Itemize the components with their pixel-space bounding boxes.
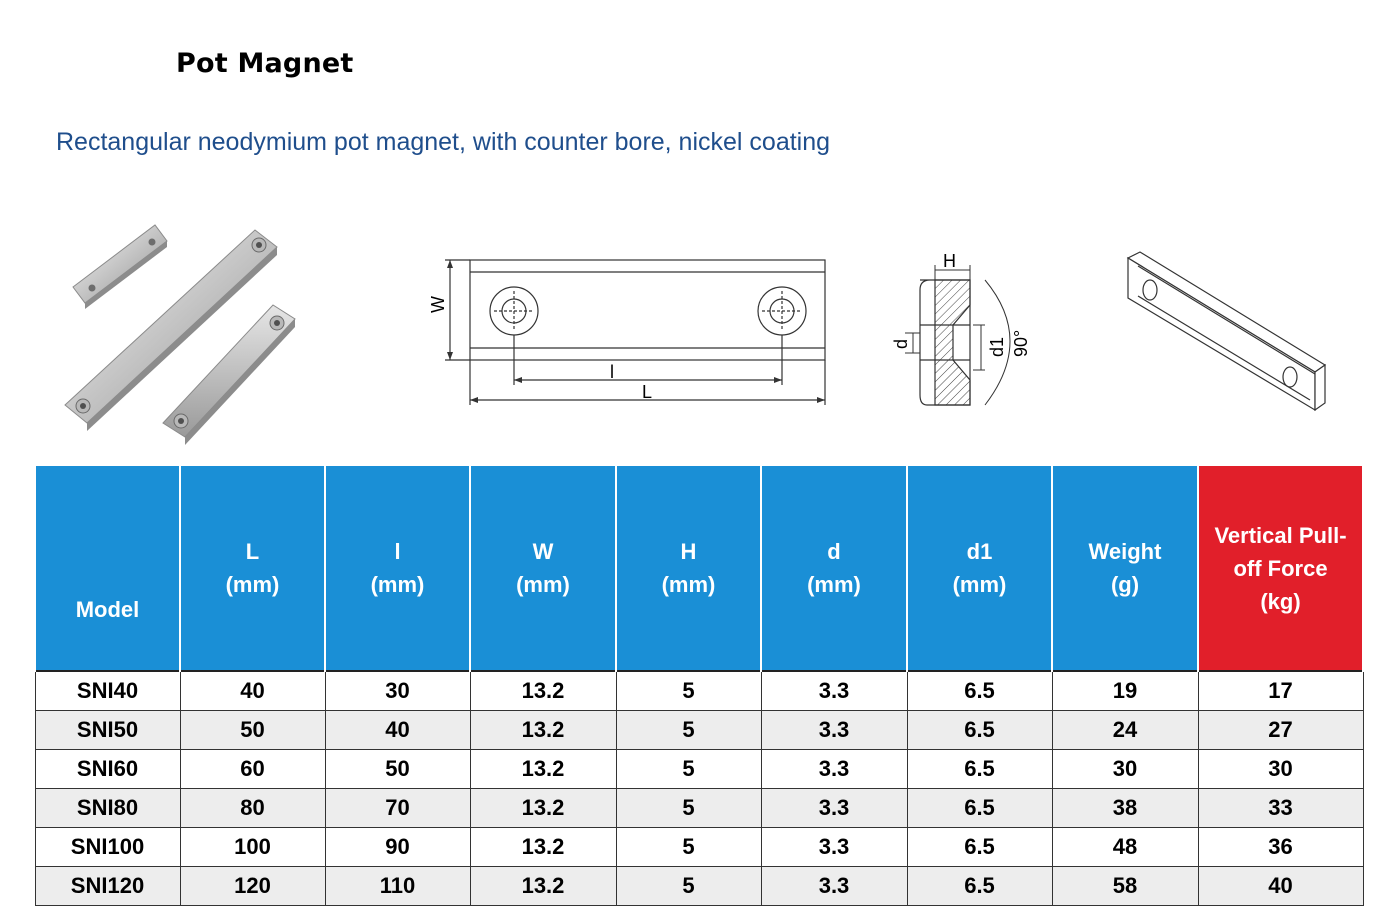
cell-H: 5 [616,671,761,711]
header-L: L (mm) [180,466,325,671]
cell-weight: 58 [1052,867,1198,906]
cell-d1: 6.5 [907,867,1052,906]
cell-model: SNI80 [35,789,180,828]
table-header-row [35,466,1363,671]
page-title: Pot Magnet [176,48,354,79]
cell-H: 5 [616,789,761,828]
cell-d: 3.3 [761,711,907,750]
cell-pull-force: 17 [1198,671,1363,711]
label-W: W [428,296,448,313]
cell-L: 100 [180,828,325,867]
cell-d1: 6.5 [907,750,1052,789]
cell-d1: 6.5 [907,789,1052,828]
table-row [35,750,1363,789]
table-row [35,711,1363,750]
cell-pull-force: 36 [1198,828,1363,867]
label-d: d [891,338,911,349]
label-d1: d1 [987,336,1007,357]
cell-d: 3.3 [761,789,907,828]
cell-model: SNI40 [35,671,180,711]
cell-d: 3.3 [761,671,907,711]
long-bar [65,230,277,431]
cell-W: 13.2 [470,750,616,789]
label-L: L [642,382,653,402]
header-W: W (mm) [470,466,616,671]
spec-table [34,466,1364,906]
cell-L: 40 [180,671,325,711]
cell-d: 3.3 [761,828,907,867]
cell-model: SNI60 [35,750,180,789]
cell-weight: 30 [1052,750,1198,789]
cell-weight: 38 [1052,789,1198,828]
cell-model: SNI50 [35,711,180,750]
cell-H: 5 [616,828,761,867]
cell-model: SNI100 [35,828,180,867]
cell-W: 13.2 [470,671,616,711]
label-l: l [610,362,614,382]
cell-W: 13.2 [470,828,616,867]
cell-pull-force: 27 [1198,711,1363,750]
cell-H: 5 [616,867,761,906]
small-bar [73,225,167,309]
cell-weight: 48 [1052,828,1198,867]
header-d: d (mm) [761,466,907,671]
cell-H: 5 [616,711,761,750]
cell-L: 60 [180,750,325,789]
cell-weight: 19 [1052,671,1198,711]
cell-model: SNI120 [35,867,180,906]
header-model: Model [35,466,180,671]
cell-L: 50 [180,711,325,750]
cell-d1: 6.5 [907,711,1052,750]
label-H: H [943,251,956,271]
header-pull-force: Vertical Pull- off Force (kg) [1198,466,1363,671]
cell-l: 70 [325,789,470,828]
table-row [35,789,1363,828]
cell-d: 3.3 [761,867,907,906]
cell-L: 120 [180,867,325,906]
top-view-drawing [420,245,835,415]
cell-W: 13.2 [470,867,616,906]
table-row [35,671,1363,711]
header-weight: Weight (g) [1052,466,1198,671]
cell-pull-force: 33 [1198,789,1363,828]
cell-l: 50 [325,750,470,789]
cell-W: 13.2 [470,789,616,828]
product-photo [55,205,310,445]
cell-weight: 24 [1052,711,1198,750]
header-H: H (mm) [616,466,761,671]
cell-L: 80 [180,789,325,828]
isometric-drawing [1110,240,1335,425]
cell-d1: 6.5 [907,828,1052,867]
cell-pull-force: 30 [1198,750,1363,789]
cell-l: 30 [325,671,470,711]
cell-l: 40 [325,711,470,750]
cell-d1: 6.5 [907,671,1052,711]
cell-pull-force: 40 [1198,867,1363,906]
cell-H: 5 [616,750,761,789]
cell-d: 3.3 [761,750,907,789]
label-angle: 90° [1011,329,1031,357]
page-subtitle: Rectangular neodymium pot magnet, with counter bore, nickel coating [56,128,831,156]
cross-section-drawing [885,245,1045,415]
table-row [35,828,1363,867]
table-row [35,867,1363,906]
cell-l: 110 [325,867,470,906]
header-l: l (mm) [325,466,470,671]
cell-W: 13.2 [470,711,616,750]
cell-l: 90 [325,828,470,867]
header-d1: d1 (mm) [907,466,1052,671]
